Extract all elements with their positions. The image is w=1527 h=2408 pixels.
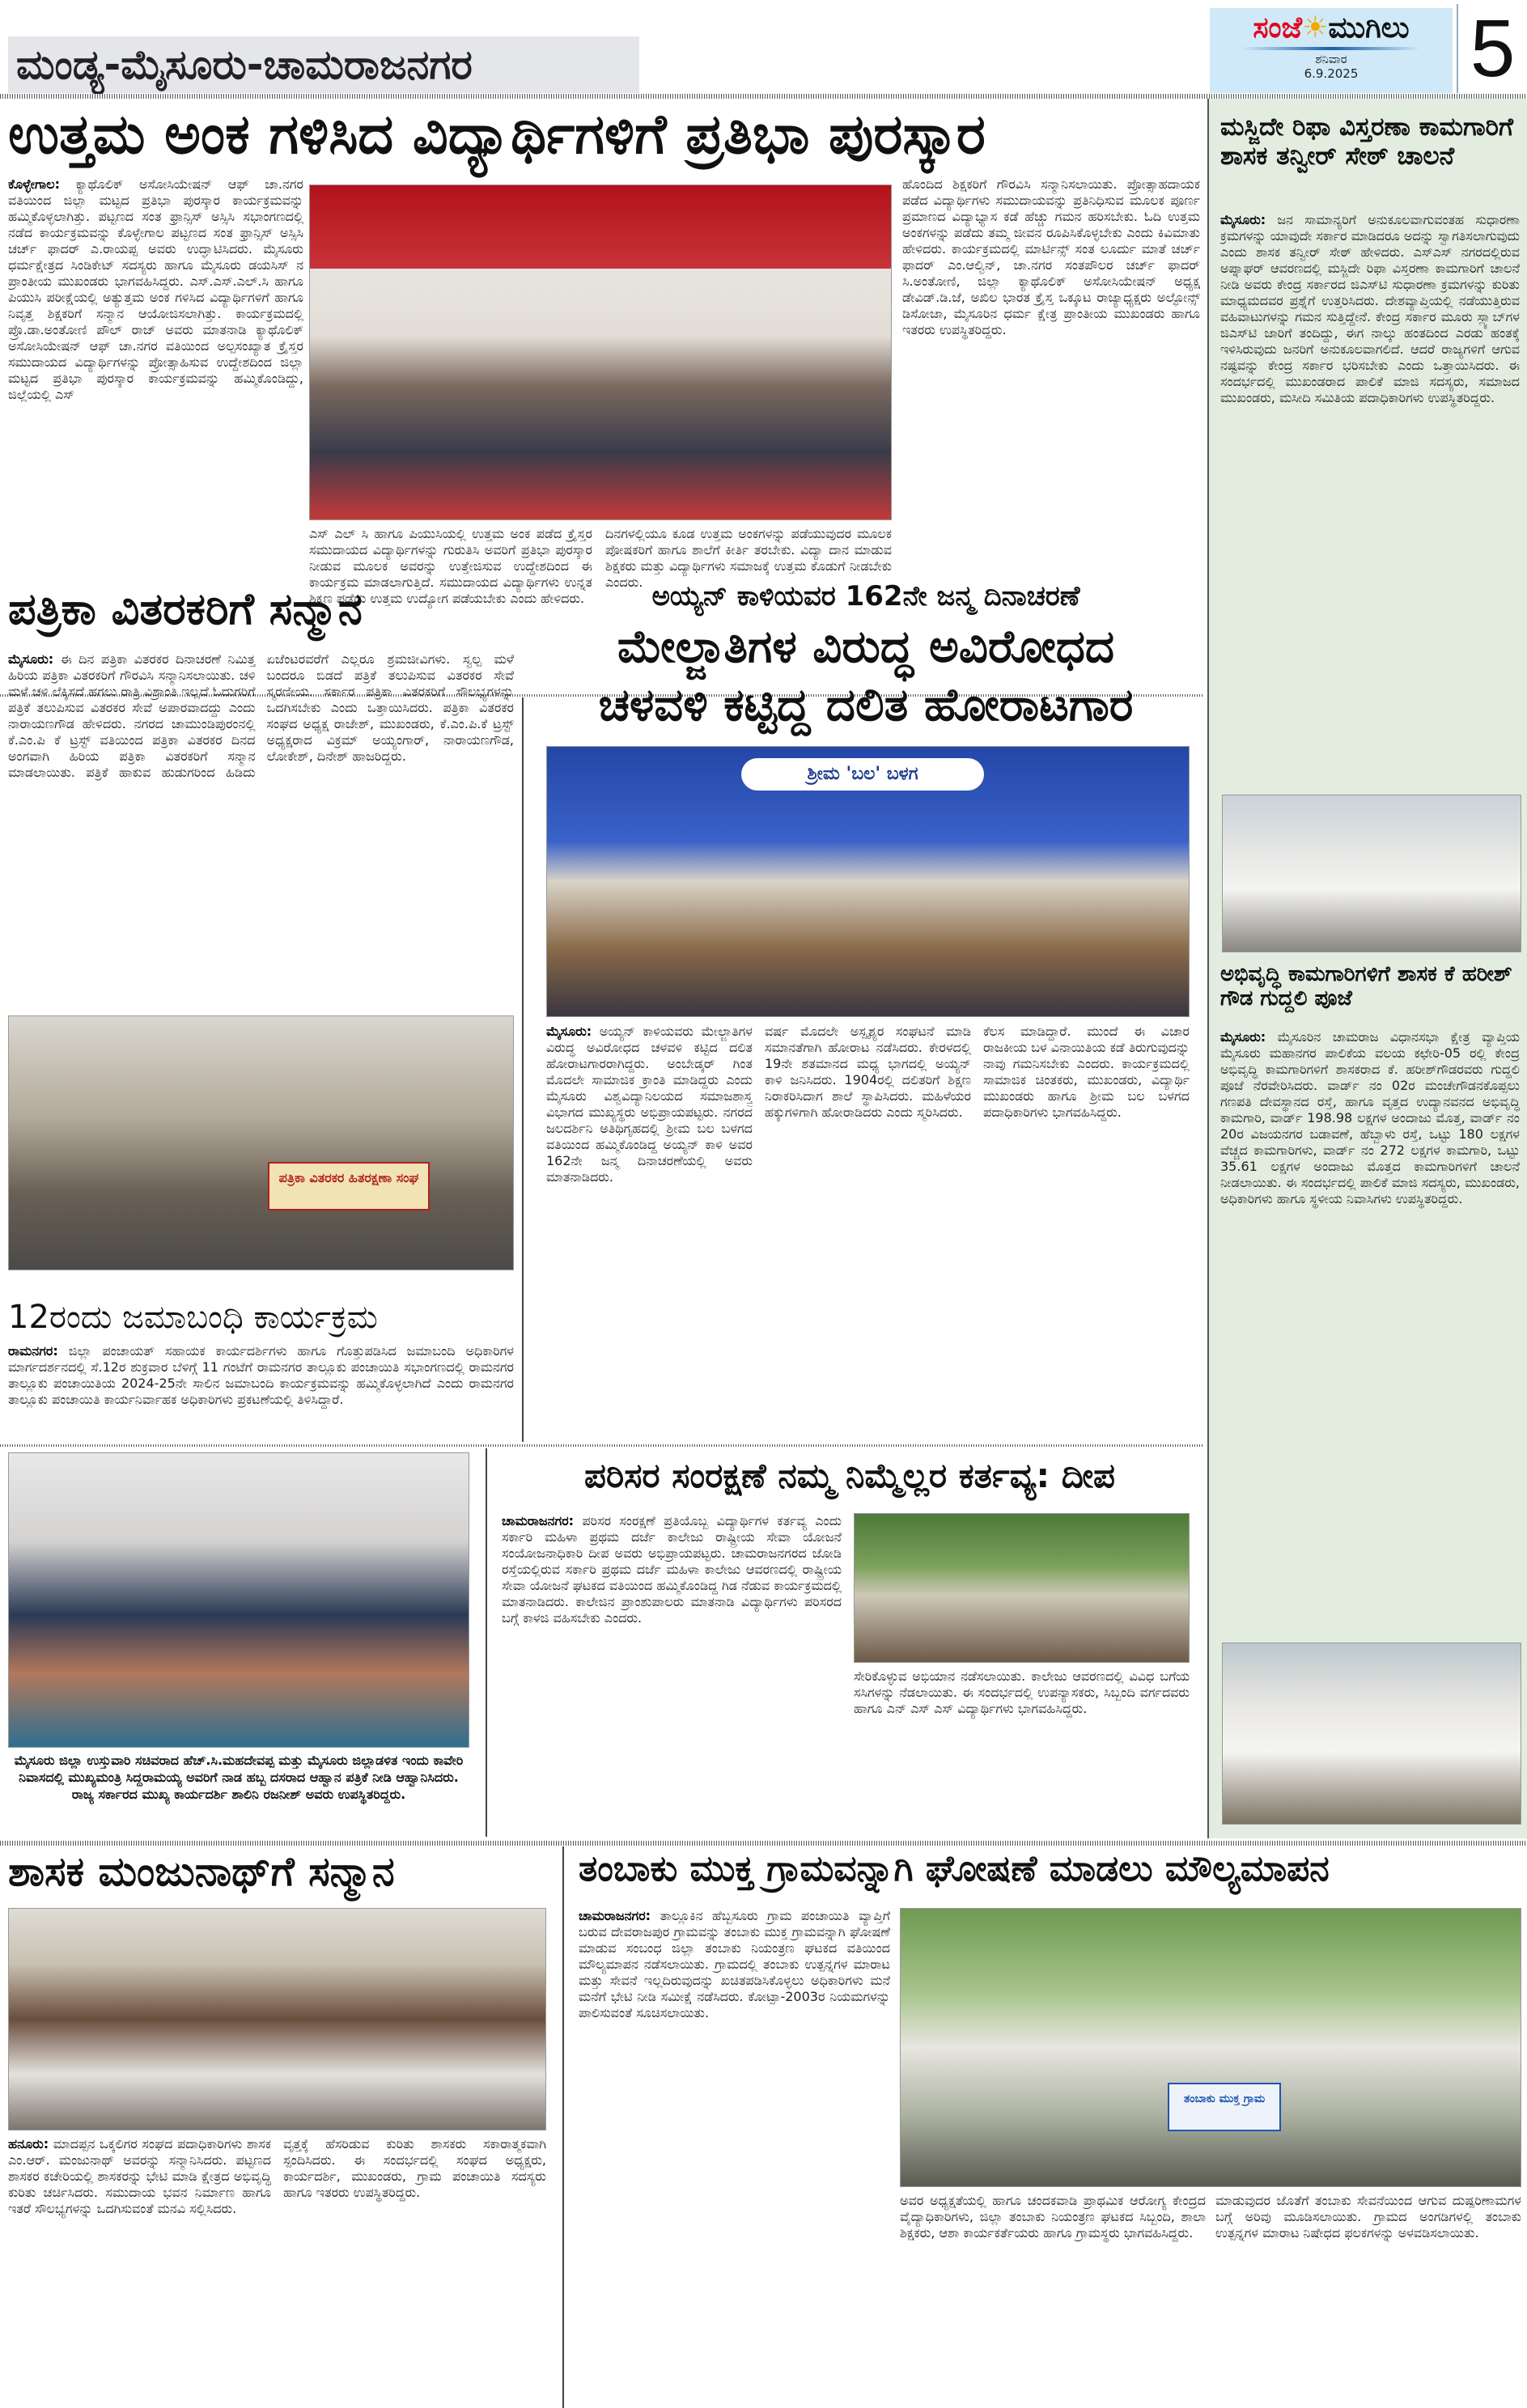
headline-vitarakaru: ಪತ್ರಿಕಾ ವಿತರಕರಿಗೆ ಸನ್ಮಾನ xyxy=(8,583,363,634)
article-text xyxy=(1220,212,1520,786)
mosque-event-photo xyxy=(1222,795,1521,952)
award-ceremony-photo xyxy=(309,184,892,520)
photo-caption: ಮೈಸೂರು ಜಿಲ್ಲಾ ಉಸ್ತುವಾರಿ ಸಚಿವರಾದ ಹೆಚ್.ಸಿ.ಮಹದೇವಪ್ಪ ಮತ್ತು ಮೈಸೂರು ಜಿಲ್ಲಾಡಳಿತ ಇಂದು ಕಾವೇರಿ ನಿವಾಸದಲ್ಲಿ ಮುಖ್ಯಮಂತ್ರಿ ಸಿದ್ದರಾಮಯ್ಯ ಅವರಿಗೆ ನಾಡ ಹಬ್ಬ ದಸರಾದ ಆಹ್ವಾನ ಪತ್ರಿಕೆ ನೀಡಿ ಆಹ್ವಾನಿಸಿದರು. ರಾಜ್ಯ ಸರ್ಕಾರದ ಮುಖ್ಯ ಕಾರ್ಯದರ್ಶಿ ಶಾಲಿನಿ ರಜನೀಶ್ ಅವರು ಉಪಸ್ಥಿತರಿದ್ದರು. xyxy=(14,1753,464,1802)
dateline: ಕೊಳ್ಳೇಗಾಲ: xyxy=(8,176,61,192)
sun-icon: ☀ xyxy=(1302,11,1329,45)
article-text: ಸೇರಿಕೊಳ್ಳುವ ಅಭಿಯಾನ ನಡೆಸಲಾಯಿತು. ಕಾಲೇಜು ಆವರಣದಲ್ಲಿ ವಿವಿಧ ಬಗೆಯ ಸಸಿಗಳನ್ನು ನೆಡಲಾಯಿತು. ಈ ಸಂದರ್ಭದಲ್ಲಿ ಉಪನ್ಯಾಸಕರು, ಸಿಬ್ಬಂದಿ ವರ್ಗದವರು ಹಾಗೂ ಎನ್ ಎಸ್ ಎಸ್ ವಿದ್ಯಾರ್ಥಿಗಳು ಭಾಗವಹಿಸಿದ್ದರು. xyxy=(854,1668,1190,1716)
tobacco-free-village-photo xyxy=(900,1908,1521,2187)
article-body: ಈ ದಿನ ಪತ್ರಿಕಾ ವಿತರಕರ ದಿನಾಚರಣೆ ನಿಮಿತ್ತ ಹಿರಿಯ ಪತ್ರಿಕಾ ವಿತರಕರಿಗೆ ಗೌರವಿಸಿ ಸನ್ಮಾನಿಸಲಾಯಿತು. ಚಳಿ ಮಳೆ ಚಳಿ ಲೆಕ್ಕಿಸದೆ ಹಗಲು ರಾತ್ರಿ ವಿಶ್ರಾಂತಿ ಇಲ್ಲದೆ ಓದುಗರಿಗೆ ಪತ್ರಿಕೆ ತಲುಪಿಸುವ ವಿತರಕರ ಸೇವೆ ಅಪಾರವಾದದ್ದು ಎಂದು ನಾರಾಯಣಗೌಡ ಹೇಳಿದರು. ನಗರದ ಚಾಮುಂಡಿಪುರಂನಲ್ಲಿ ಕೆ.ಎಂ.ಪಿ ಕೆ ಟ್ರಸ್ಟ್ ವತಿಯಿಂದ ಪತ್ರಿಕಾ ವಿತರಕರ ದಿನದ ಅಂಗವಾಗಿ ಹಿರಿಯ ಪತ್ರಿಕಾ ವಿತರಕರಿಗೆ ಸನ್ಮಾನ ಮಾಡಲಾಯಿತು. ಪತ್ರಿಕೆ ಹಾಕುವ ಹುಡುಗರಿಂದ ಹಿಡಿದು ಏಜೆಂಟರವರೆಗೆ ಎಲ್ಲರೂ ಶ್ರಮಜೀವಿಗಳು. ಸ್ವಲ್ಪ ಮಳೆ ಬಂದರೂ ಬಿಡದೆ ಪತ್ರಿಕೆ ತಲುಪಿಸುವ ವಿತರಕರ ಸೇವೆ ಸ್ಮರಣೀಯ. ಸರ್ಕಾರ ಪತ್ರಿಕಾ ವಿತರಕರಿಗೆ ಸೌಲಭ್ಯಗಳನ್ನು ಒದಗಿಸಬೇಕು ಎಂದು ಒತ್ತಾಯಿಸಿದರು. ಪತ್ರಿಕಾ ವಿತರಕರ ಸಂಘದ ಅಧ್ಯಕ್ಷ ರಾಜೇಶ್, ಮುಖಂಡರು, ಕೆ.ಎಂ.ಪಿ.ಕೆ ಟ್ರಸ್ಟ್ ಅಧ್ಯಕ್ಷರಾದ ವಿಕ್ರಮ್ ಅಯ್ಯಂಗಾರ್, ನಾರಾಯಣಗೌಡ, ಲೋಕೇಶ್, ದಿನೇಶ್ ಹಾಜರಿದ್ದರು. xyxy=(8,651,514,780)
article-text: ಕೆಲಸ ಮಾಡಿದ್ದಾರೆ. ಮುಂದೆ ಈ ವಿಚಾರ ರಾಜಕೀಯ ಬಳ ವಿನಾಯಿತಿಯ ಕಡೆ ತಿರುಗುವುದನ್ನು ನಾವು ಗಮನಿಸಬೇಕು ಎಂದರು. ಕಾರ್ಯಕ್ರಮದಲ್ಲಿ ಸಾಮಾಜಿಕ ಚಿಂತಕರು, ಮುಖಂಡರು, ವಿದ್ಯಾರ್ಥಿ ಮುಖಂಡರು ಹಾಗೂ ಶ್ರೀಮ ಬಲ ಬಳಗದ ಪದಾಧಿಕಾರಿಗಳು ಭಾಗವಹಿಸಿದ್ದರು. xyxy=(983,1024,1190,1120)
dateline: ಮೈಸೂರು: xyxy=(1220,1029,1266,1045)
column-divider xyxy=(522,697,524,1442)
article-text xyxy=(8,2136,271,2403)
issue-day: ಶನಿವಾರ xyxy=(1315,52,1347,66)
article-body: ಕ್ಯಾಥೊಲಿಕ್ ಅಸೋಸಿಯೇಷನ್ ಆಫ್ ಚಾ.ನಗರ ವತಿಯಿಂದ ಜಿಲ್ಲಾ ಮಟ್ಟದ ಪ್ರತಿಭಾ ಪುರಸ್ಕಾರ ಕಾರ್ಯಕ್ರಮವನ್ನು ಹಮ್ಮಿಕೊಳ್ಳಲಾಗಿತ್ತು. ಪಟ್ಟಣದ ಸಂತ ಫ್ರಾನ್ಸಿಸ್ ಅಸ್ಸಿಸಿ ಸಭಾಂಗಣದಲ್ಲಿ ನಡೆದ ಕಾರ್ಯಕ್ರಮವನ್ನು ಕೊಳ್ಳೇಗಾಲ ಪಟ್ಟಣದ ಸಂತ ಫ್ರಾನ್ಸಿಸ್ ಅಸ್ಸಿಸಿ ಚರ್ಚ್ ಫಾದರ್ ಎ.ರಾಯಪ್ಪ ಅವರು ಉದ್ಘಾಟಿಸಿದರು. ಮೈಸೂರು ಧರ್ಮಕ್ಷೇತ್ರದ ಸಿಂಡಿಕೇಟ್ ಸದಸ್ಯರು ಹಾಗೂ ಮೈಸೂರು ಡಯಸಿಸ್ ನ ಪ್ರಾಂತೀಯ ಮುಖಂಡರು ಭಾಗವಹಿಸಿದ್ದರು. ಎಸ್.ಎಸ್.ಎಲ್.ಸಿ ಹಾಗೂ ಪಿಯುಸಿ ಪರೀಕ್ಷೆಯಲ್ಲಿ ಅತ್ಯುತ್ತಮ ಅಂಕ ಗಳಿಸಿದ ವಿದ್ಯಾರ್ಥಿಗಳಿಗೆ ಹಾಗೂ ನಿವೃತ್ತ ಶಿಕ್ಷಕರಿಗೆ ಸನ್ಮಾನ ಆಯೋಜಿಸಲಾಗಿತ್ತು. ಕಾರ್ಯಕ್ರಮದಲ್ಲಿ ಪ್ರೊ.ಡಾ.ಅಂತೋಣಿ ಪೌಲ್ ರಾಜ್ ಅವರು ಮಾತನಾಡಿ ಕ್ಯಾಥೊಲಿಕ್ ಅಸೋಸಿಯೇಷನ್ ಆಫ್ ಚಾ.ನಗರ ವತಿಯಿಂದ ಅಲ್ಪಸಂಖ್ಯಾತ ಕ್ರೈಸ್ತರ ಸಮುದಾಯದ ವಿದ್ಯಾರ್ಥಿಗಳನ್ನು ಪ್ರೋತ್ಸಾಹಿಸುವ ಉದ್ದೇಶದಿಂದ ಜಿಲ್ಲಾ ಮಟ್ಟದ ಪ್ರತಿಭಾ ಪುರಸ್ಕಾರ ಕಾರ್ಯಕ್ರಮವನ್ನು ಹಮ್ಮಿಕೊಂಡಿದ್ದು, ಜಿಲ್ಲೆಯಲ್ಲಿ ಎಸ್ xyxy=(8,176,303,402)
article-text xyxy=(579,1908,890,2403)
headline-manjunath: ಶಾಸಕ ಮಂಜುನಾಥ್‌ಗೆ ಸನ್ಮಾನ xyxy=(8,1848,395,1895)
issue-date: 6.9.2025 xyxy=(1304,66,1359,81)
logo-underline xyxy=(1242,47,1420,50)
page-number: 5 xyxy=(1457,4,1527,93)
sidebar-headline: ಅಭಿವೃದ್ಧಿ ಕಾಮಗಾರಿಗಳಿಗೆ ಶಾಸಕ ಕೆ ಹರೀಶ್ ಗೌಡ ಗುದ್ದಲಿ ಪೂಜೆ xyxy=(1220,962,1512,1011)
ayyankali-event-photo xyxy=(546,746,1190,1017)
article-text: ದಿನಗಳಲ್ಲಿಯೂ ಕೂಡ ಉತ್ತಮ ಅಂಕಗಳನ್ನು ಪಡೆಯುವುದರ ಮೂಲಕ ಪೋಷಕರಿಗೆ ಹಾಗೂ ಶಾಲೆಗೆ ಕೀರ್ತಿ ತರಬೇಕು. ವಿದ್ಯಾ ದಾನ ಮಾಡುವ ಶಿಕ್ಷಕರು ಮತ್ತು ವಿದ್ಯಾರ್ಥಿಗಳು ಸಮಾಜಕ್ಕೆ ಉತ್ತಮ ಕೊಡುಗೆ ನೀಡಬೇಕು ಎಂದರು. xyxy=(605,526,892,590)
article-body: ಅಯ್ಯನ್ ಕಾಳಿಯವರು ಮೇಲ್ಜಾತಿಗಳ ವಿರುದ್ಧ ಅವಿರೋಧದ ಚಳವಳಿ ಕಟ್ಟಿದ ದಲಿತ ಹೋರಾಟಗಾರರಾಗಿದ್ದರು. ಅಂಬೇಡ್ಕರ್ ಗಿಂತ ಮೊದಲೇ ಸಾಮಾಜಿಕ ಕ್ರಾಂತಿ ಮಾಡಿದ್ದರು ಎಂದು ಮೈಸೂರು ವಿಶ್ವವಿದ್ಯಾನಿಲಯದ ಸಮಾಜಶಾಸ್ತ್ರ ವಿಭಾಗದ ಮುಖ್ಯಸ್ಥರು ಅಭಿಪ್ರಾಯಪಟ್ಟರು. ನಗರದ ಜಲದರ್ಶಿನಿ ಅತಿಥಿಗೃಹದಲ್ಲಿ ಶ್ರೀಮ ಬಲ ಬಳಗದ ವತಿಯಿಂದ ಹಮ್ಮಿಕೊಂಡಿದ್ದ ಅಯ್ಯನ್ ಕಾಳಿ ಅವರ 162ನೇ ಜನ್ಮ ದಿನಾಚರಣೆಯಲ್ಲಿ ಅವರು ಮಾತನಾಡಿದರು. xyxy=(546,1024,753,1185)
logo-text xyxy=(1210,11,1453,45)
dateline: ಮೈಸೂರು: xyxy=(1220,212,1266,227)
newspaper-distributors-photo xyxy=(8,1015,514,1270)
dateline: ರಾಮನಗರ: xyxy=(8,1343,58,1359)
dasara-invitation-photo xyxy=(8,1452,469,1748)
photo-banner: ಶ್ರೀಮ 'ಬಲ' ಬಳಗ xyxy=(741,758,984,791)
ground-breaking-photo xyxy=(1222,1643,1521,1825)
article-text: ಮಾಡುವುದರ ಜೊತೆಗೆ ತಂಬಾಕು ಸೇವನೆಯಿಂದ ಆಗುವ ದುಷ್ಪರಿಣಾಮಗಳ ಬಗ್ಗೆ ಅರಿವು ಮೂಡಿಸಲಾಯಿತು. ಗ್ರಾಮದ ಅಂಗಡಿಗಳಲ್ಲಿ ತಂಬಾಕು ಉತ್ಪನ್ನಗಳ ಮಾರಾಟ ನಿಷೇಧದ ಫಲಕಗಳನ್ನು ಅಳವಡಿಸಲಾಯಿತು. xyxy=(1215,2193,1521,2241)
section-title: ಮಂಡ್ಯ-ಮೈಸೂರು-ಚಾಮರಾಜನಗರ xyxy=(8,36,639,93)
article-text xyxy=(8,1343,514,1439)
article-body: ಜಿಲ್ಲಾ ಪಂಚಾಯತ್ ಸಹಾಯಕ ಕಾರ್ಯದರ್ಶಿಗಳು ಹಾಗೂ ಗೊತ್ತುಪಡಿಸಿದ ಜಮಾಬಂದಿ ಅಧಿಕಾರಿಗಳ ಮಾರ್ಗದರ್ಶನದಲ್ಲಿ ಸೆ.12ರ ಶುಕ್ರವಾರ ಬೆಳಿಗ್ಗೆ 11 ಗಂಟೆಗೆ ರಾಮನಗರ ತಾಲ್ಲೂಕು ಪಂಚಾಯಿತಿ ಸಭಾಂಗಣದಲ್ಲಿ ರಾಮನಗರ ತಾಲ್ಲೂಕು ಪಂಚಾಯಿತಿಯ 2024-25ನೇ ಸಾಲಿನ ಜಮಾಬಂದಿ ಕಾರ್ಯಕ್ರಮವನ್ನು ಹಮ್ಮಿಕೊಳ್ಳಲಾಗಿದೆ ಎಂದು ರಾಮನಗರ ತಾಲ್ಲೂಕು ಪಂಚಾಯಿತಿ ಕಾರ್ಯನಿರ್ವಾಹಕ ಅಧಿಕಾರಿಗಳು ಪ್ರಕಟಣೆಯಲ್ಲಿ ತಿಳಿಸಿದ್ದಾರೆ. xyxy=(8,1343,514,1407)
tree-planting-photo xyxy=(854,1513,1190,1663)
article-text xyxy=(502,1513,842,1833)
column-divider xyxy=(562,1846,564,2408)
kicker: ಅಯ್ಯನ್ ಕಾಳಿಯವರ 162ನೇ ಜನ್ಮ ದಿನಾಚರಣೆ xyxy=(651,580,1080,613)
headline-line: ಚಳವಳಿ ಕಟ್ಟಿದ್ದ ದಲಿತ ಹೋರಾಟಗಾರ xyxy=(598,679,1134,731)
sidebar-headline: ಮಸ್ಜಿದೇ ರಿಫಾ ವಿಸ್ತರಣಾ ಕಾಮಗಾರಿಗೆ ಶಾಸಕ ತನ್ವೀರ್ ಸೇಠ್ ಚಾಲನೆ xyxy=(1220,112,1514,171)
headline-tambaku: ತಂಬಾಕು ಮುಕ್ತ ಗ್ರಾಮವನ್ನಾಗಿ ಘೋಷಣೆ ಮಾಡಲು ಮೌಲ್ಯಮಾಪನ xyxy=(579,1848,1330,1889)
felicitation-photo xyxy=(8,1908,546,2130)
article-text xyxy=(8,651,514,1007)
article-text: ಎಸ್ ಎಲ್ ಸಿ ಹಾಗೂ ಪಿಯುಸಿಯಲ್ಲಿ ಉತ್ತಮ ಅಂಕ ಪಡೆದ ಕ್ರೈಸ್ತರ ಸಮುದಾಯದ ವಿದ್ಯಾರ್ಥಿಗಳನ್ನು ಗುರುತಿಸಿ ಅವರಿಗೆ ಪ್ರತಿಭಾ ಪುರಸ್ಕಾರ ನೀಡುವ ಮೂಲಕ ಅವರನ್ನು ಉತ್ತೇಜಿಸುವ ಉದ್ದೇಶದಿಂದ ಈ ಕಾರ್ಯಕ್ರಮ ಮಾಡಲಾಗುತ್ತಿದೆ. ಸಮುದಾಯದ ವಿದ್ಯಾರ್ಥಿಗಳು ಉನ್ನತ ಶಿಕ್ಷಣ ಪಡೆದು ಉತ್ತಮ ಉದ್ಯೋಗ ಪಡೆಯಬೇಕು ಎಂದು ಹೇಳಿದರು. xyxy=(309,526,592,606)
column-divider xyxy=(486,1448,487,1837)
photo-banner: ಪತ್ರಿಕಾ ವಿತರಕರ ಹಿತರಕ್ಷಣಾ ಸಂಘ xyxy=(268,1162,430,1210)
article-text: ಹೊಂದಿದ ಶಿಕ್ಷಕರಿಗೆ ಗೌರವಿಸಿ ಸನ್ಮಾನಿಸಲಾಯಿತು. ಪ್ರೋತ್ಸಾಹದಾಯಕ ಪಡೆದ ವಿದ್ಯಾರ್ಥಿಗಳು ಸಮುದಾಯವನ್ನು ಪ್ರತಿನಿಧಿಸುವ ಮೂಲಕ ಪೂರ್ಣ ಪ್ರಮಾಣದ ವಿದ್ಯಾಭ್ಯಾಸ ಕಡೆ ಹೆಚ್ಚು ಗಮನ ಹರಿಸಬೇಕು. ಓದಿ ಉತ್ತಮ ಅಂಕಗಳನ್ನು ಪಡೆದು ತಮ್ಮ ಜೀವನ ರೂಪಿಸಿಕೊಳ್ಳಬೇಕು ಎಂದು ಕಿವಿಮಾತು ಹೇಳಿದರು. ಕಾರ್ಯಕ್ರಮದಲ್ಲಿ ಮಾರ್ಟಿನ್ಸ್ ಸಂತ ಲೂರ್ದು ಮಾತೆ ಚರ್ಚ್ ಫಾದರ್ ಎಂ.ಆಲ್ವಿನ್, ಚಾ.ನಗರ ಸಂತಪೌಲರ ಚರ್ಚ್ ಫಾದರ್ ಸಿ.ಅಂತೋಣಿ, ಜಿಲ್ಲಾ ಕ್ಯಾಥೊಲಿಕ್ ಅಸೋಸಿಯೇಷನ್ ಅಧ್ಯಕ್ಷ ಡೇವಿಡ್.ಡಿ.ಜೆ, ಅಖಿಲ ಭಾರತ ಕ್ರೈಸ್ತ ಒಕ್ಕೂಟ ರಾಜ್ಯಾಧ್ಯಕ್ಷರು ಅಲ್ಫೋನ್ಸ್ ಡಿಸೋಜಾ, ಮೈಸೂರಿನ ಧರ್ಮ ಕ್ಷೇತ್ರ ಪ್ರಾಂತೀಯ ಮುಖಂಡರು ಹಾಗೂ ಇತರರು ಉಪಸ್ಥಿತರಿದ್ದರು. xyxy=(902,176,1200,337)
dateline: ಮೈಸೂರು: xyxy=(8,651,54,667)
photo-banner: ತಂಬಾಕು ಮುಕ್ತ ಗ್ರಾಮ xyxy=(1168,2083,1281,2131)
divider xyxy=(0,1444,1204,1447)
dateline: ಮೈಸೂರು: xyxy=(546,1024,592,1039)
headline-line: ಮೇಲ್ಜಾತಿಗಳ ವಿರುದ್ಧ ಅವಿರೋಧದ xyxy=(617,621,1115,673)
article-body: ಮಾದಪ್ಪನ ಒಕ್ಕಲಿಗರ ಸಂಘದ ಪದಾಧಿಕಾರಿಗಳು ಶಾಸಕ ಎಂ.ಆರ್. ಮಂಜುನಾಥ್ ಅವರನ್ನು ಸನ್ಮಾನಿಸಿದರು. ಪಟ್ಟಣದ ಶಾಸಕರ ಕಚೇರಿಯಲ್ಲಿ ಶಾಸಕರನ್ನು ಭೇಟಿ ಮಾಡಿ ಕ್ಷೇತ್ರದ ಅಭಿವೃದ್ಧಿ ಕುರಿತು ಚರ್ಚಿಸಿದರು. ಸಮುದಾಯ ಭವನ ನಿರ್ಮಾಣ ಹಾಗೂ ಇತರೆ ಸೌಲಭ್ಯಗಳನ್ನು ಒದಗಿಸುವಂತೆ ಮನವಿ ಸಲ್ಲಿಸಿದರು. xyxy=(8,2136,271,2216)
divider xyxy=(0,1841,1527,1846)
article-body: ತಾಲ್ಲೂಕಿನ ಹೆಬ್ಬಸೂರು ಗ್ರಾಮ ಪಂಚಾಯಿತಿ ವ್ಯಾಪ್ತಿಗೆ ಬರುವ ದೇವರಾಜಪುರ ಗ್ರಾಮವನ್ನು ತಂಬಾಕು ಮುಕ್ತ ಗ್ರಾಮವನ್ನಾಗಿ ಘೋಷಣೆ ಮಾಡುವ ಸಂಬಂಧ ಜಿಲ್ಲಾ ತಂಬಾಕು ನಿಯಂತ್ರಣ ಘಟಕದ ವತಿಯಿಂದ ಮೌಲ್ಯಮಾಪನ ನಡೆಸಲಾಯಿತು. ಗ್ರಾಮದಲ್ಲಿ ತಂಬಾಕು ಉತ್ಪನ್ನಗಳ ಮಾರಾಟ ಮತ್ತು ಸೇವನೆ ಇಲ್ಲದಿರುವುದನ್ನು ಖಚಿತಪಡಿಸಿಕೊಳ್ಳಲು ಅಧಿಕಾರಿಗಳು ಮನೆ ಮನೆಗೆ ಭೇಟಿ ನೀಡಿ ಸಮೀಕ್ಷೆ ನಡೆಸಿದರು. ಕೋಟ್ಪಾ-2003ರ ನಿಯಮಗಳನ್ನು ಪಾಲಿಸುವಂತೆ ಸೂಚಿಸಲಾಯಿತು. xyxy=(579,1908,890,2020)
logo-part-black: ಮುಗಿಲು xyxy=(1328,11,1410,45)
dateline: ಚಾಮರಾಜನಗರ: xyxy=(502,1513,575,1528)
article-text xyxy=(1220,1029,1520,1636)
article-text: ವೃತ್ತಕ್ಕೆ ಹೆಸರಿಡುವ ಕುರಿತು ಶಾಸಕರು ಸಕಾರಾತ್ಮಕವಾಗಿ ಸ್ಪಂದಿಸಿದರು. ಈ ಸಂದರ್ಭದಲ್ಲಿ ಸಂಘದ ಅಧ್ಯಕ್ಷರು, ಕಾರ್ಯದರ್ಶಿ, ಮುಖಂಡರು, ಗ್ರಾಮ ಪಂಚಾಯಿತಿ ಸದಸ್ಯರು ಹಾಗೂ ಇತರರು ಉಪಸ್ಥಿತರಿದ್ದರು. xyxy=(283,2136,546,2200)
main-headline: ಉತ್ತಮ ಅಂಕ ಗಳಿಸಿದ ವಿದ್ಯಾರ್ಥಿಗಳಿಗೆ ಪ್ರತಿಭಾ ಪುರಸ್ಕಾರ xyxy=(8,103,986,167)
article-text: ಅವರ ಅಧ್ಯಕ್ಷತೆಯಲ್ಲಿ ಹಾಗೂ ಚಂದಕವಾಡಿ ಪ್ರಾಥಮಿಕ ಆರೋಗ್ಯ ಕೇಂದ್ರದ ವೈದ್ಯಾಧಿಕಾರಿಗಳು, ಜಿಲ್ಲಾ ತಂಬಾಕು ನಿಯಂತ್ರಣ ಘಟಕದ ಸಿಬ್ಬಂದಿ, ಶಾಲಾ ಶಿಕ್ಷಕರು, ಆಶಾ ಕಾರ್ಯಕರ್ತೆಯರು ಹಾಗೂ ಗ್ರಾಮಸ್ಥರು ಭಾಗವಹಿಸಿದ್ದರು. xyxy=(900,2193,1206,2241)
article-text: ವರ್ಷ ಮೊದಲೇ ಅಸ್ಪೃಶ್ಯರ ಸಂಘಟನೆ ಮಾಡಿ ಸಮಾನತೆಗಾಗಿ ಹೋರಾಟ ನಡೆಸಿದರು. ಕೇರಳದಲ್ಲಿ 19ನೇ ಶತಮಾನದ ಮಧ್ಯ ಭಾಗದಲ್ಲಿ ಅಯ್ಯನ್ ಕಾಳಿ ಜನಿಸಿದರು. 1904ರಲ್ಲಿ ದಲಿತರಿಗೆ ಶಿಕ್ಷಣ ನಿರಾಕರಿಸಿದಾಗ ಶಾಲೆ ಸ್ಥಾಪಿಸಿದರು. ಮಹಿಳೆಯರ ಹಕ್ಕುಗಳಿಗಾಗಿ ಹೋರಾಡಿದರು ಎಂದು ಸ್ಮರಿಸಿದರು. xyxy=(765,1024,971,1120)
article-body: ಪರಿಸರ ಸಂರಕ್ಷಣೆ ಪ್ರತಿಯೊಬ್ಬ ವಿದ್ಯಾರ್ಥಿಗಳ ಕರ್ತವ್ಯ ಎಂದು ಸರ್ಕಾರಿ ಮಹಿಳಾ ಪ್ರಥಮ ದರ್ಜೆ ಕಾಲೇಜು ರಾಷ್ಟ್ರೀಯ ಸೇವಾ ಯೋಜನೆ ಸಂಯೋಜನಾಧಿಕಾರಿ ದೀಪ ಅವರು ಅಭಿಪ್ರಾಯಪಟ್ಟರು. ಚಾಮರಾಜನಗರದ ಜೋಡಿ ರಸ್ತೆಯಲ್ಲಿರುವ ಸರ್ಕಾರಿ ಪ್ರಥಮ ದರ್ಜೆ ಮಹಿಳಾ ಕಾಲೇಜು ಆವರಣದಲ್ಲಿ ರಾಷ್ಟ್ರೀಯ ಸೇವಾ ಯೋಜನೆ ಘಟಕದ ವತಿಯಿಂದ ಹಮ್ಮಿಕೊಂಡಿದ್ದ ಗಿಡ ನೆಡುವ ಕಾರ್ಯಕ್ರಮದಲ್ಲಿ ಮಾತನಾಡಿದರು. ಕಾಲೇಜಿನ ಪ್ರಾಂಶುಪಾಲರು ಮಾತನಾಡಿ ವಿದ್ಯಾರ್ಥಿಗಳು ಪರಿಸರದ ಬಗ್ಗೆ ಕಾಳಜಿ ವಹಿಸಬೇಕು ಎಂದರು. xyxy=(502,1513,842,1626)
headline-jamabandi: 12ರಂದು ಜಮಾಬಂಧಿ ಕಾರ್ಯಕ್ರಮ xyxy=(8,1299,378,1336)
article-body: ಮೈಸೂರಿನ ಚಾಮರಾಜ ವಿಧಾನಸಭಾ ಕ್ಷೇತ್ರ ವ್ಯಾಪ್ತಿಯ ಮೈಸೂರು ಮಹಾನಗರ ಪಾಲಿಕೆಯ ವಲಯ ಕಛೇರಿ-05 ರಲ್ಲಿ ಕೇಂದ್ರ ಅಭಿವೃದ್ಧಿ ಕಾಮಗಾರಿಗಳಿಗೆ ಶಾಸಕರಾದ ಕೆ. ಹರೀಶ್‌ಗೌಡರವರು ಗುದ್ದಲಿ ಪೂಜೆ ನೆರವೇರಿಸಿದರು. ವಾರ್ಡ್ ನಂ 02ರ ಮಂಚೇಗೌಡನಕೊಪ್ಪಲು ಗಣಪತಿ ದೇವಸ್ಥಾನದ ರಸ್ತೆ, ಹಾಗೂ ವೃತ್ತದ ಉದ್ಯಾನವನದ ಅಭಿವೃದ್ಧಿ ಕಾಮಗಾರಿ, ವಾರ್ಡ್ 198.98 ಲಕ್ಷಗಳ ಅಂದಾಜು ಮೊತ್ತ, ವಾರ್ಡ್ ನಂ 20ರ ವಿಜಯನಗರ ಬಡಾವಣೆ, ಹೆಬ್ಬಾಳು ರಸ್ತೆ, ಒಟ್ಟು 180 ಲಕ್ಷಗಳ ವೆಚ್ಚದ ಕಾಮಗಾರಿಗಳು, ವಾರ್ಡ್ ನಂ 272 ಲಕ್ಷಗಳ ಕಾಮಗಾರಿ, ಒಟ್ಟು 35.61 ಲಕ್ಷಗಳ ಅಂದಾಜು ಮೊತ್ತದ ಕಾಮಗಾರಿಗಳಿಗೆ ಚಾಲನೆ ನೀಡಲಾಯಿತು. ಈ ಸಂದರ್ಭದಲ್ಲಿ ಪಾಲಿಕೆ ಮಾಜಿ ಸದಸ್ಯರು, ಮುಖಂಡರು, ಅಧಿಕಾರಿಗಳು ಹಾಗೂ ಸ್ಥಳೀಯ ನಿವಾಸಿಗಳು ಉಪಸ್ಥಿತರಿದ್ದರು. xyxy=(1220,1029,1520,1206)
logo-part-red: ಸಂಜೆ xyxy=(1253,11,1303,45)
headline-parisara: ಪರಿಸರ ಸಂರಕ್ಷಣೆ ನಮ್ಮ ನಿಮ್ಮೆಲ್ಲರ ಕರ್ತವ್ಯ: ದೀಪ xyxy=(584,1456,1115,1495)
article-text xyxy=(546,1024,753,1436)
dateline: ಹನೂರು: xyxy=(8,2136,49,2152)
article-body: ಜನ ಸಾಮಾನ್ಯರಿಗೆ ಅನುಕೂಲವಾಗುವಂತಹ ಸುಧಾರಣಾ ಕ್ರಮಗಳನ್ನು ಯಾವುದೇ ಸರ್ಕಾರ ಮಾಡಿದರೂ ಅದನ್ನು ಸ್ವಾಗತಿಸಲಾಗುವುದು ಎಂದು ಶಾಸಕ ತನ್ವೀರ್ ಸೇಠ್ ಹೇಳಿದರು. ಎಸ್‌ಎಸ್ ನಗರದಲ್ಲಿರುವ ಅಪ್ನಾಘರ್ ಆವರಣದಲ್ಲಿ ಮಸ್ಜಿದೇ ರಿಫಾ ವಿಸ್ತರಣಾ ಕಾಮಗಾರಿಗೆ ಚಾಲನೆ ನೀಡಿ ಅವರು ಕೇಂದ್ರ ಸರ್ಕಾರದ ಜಿಎಸ್‌ಟಿ ಸುಧಾರಣಾ ಕ್ರಮಗಳನ್ನು ಕುರಿತು ಮಾಧ್ಯಮದವರ ಪ್ರಶ್ನೆಗೆ ಉತ್ತರಿಸಿದರು. ದೇಶವ್ಯಾಪ್ತಿಯಲ್ಲಿ ನಡೆಯುತ್ತಿರುವ ವಹಿವಾಟುಗಳನ್ನು ಗಮನ ಸುತ್ತಿದ್ದೇನೆ. ಕೇಂದ್ರ ಸರ್ಕಾರ ಮೂರು ಸ್ಲ್ಯಾಬ್‌ಗಳ ಜಿಎಸ್‌ಟಿ ಜಾರಿಗೆ ತಂದಿದ್ದು, ಈಗ ನಾಲ್ಕು ಹಂತದಿಂದ ಎರಡು ಹಂತಕ್ಕೆ ಇಳಿಸಿರುವುದು ಜನರಿಗೆ ಅನುಕೂಲವಾಗಲಿದೆ. ಆದರೆ ರಾಜ್ಯಗಳಿಗೆ ಆಗುವ ನಷ್ಟವನ್ನು ಕೇಂದ್ರ ಸರ್ಕಾರ ಭರಿಸಬೇಕು ಎಂದು ಒತ್ತಾಯಿಸಿದರು. ಈ ಸಂದರ್ಭದಲ್ಲಿ ಮುಖಂಡರಾದ ಪಾಲಿಕೆ ಮಾಜಿ ಸದಸ್ಯರು, ಸಮಾಜದ ಮುಖಂಡರು, ಮಸೀದಿ ಸಮಿತಿಯ ಪದಾಧಿಕಾರಿಗಳು ಉಪಸ್ಥಿತರಿದ್ದರು. xyxy=(1220,212,1520,405)
masthead-logo xyxy=(1210,8,1453,93)
dateline: ಚಾಮರಾಜನಗರ: xyxy=(579,1908,651,1923)
